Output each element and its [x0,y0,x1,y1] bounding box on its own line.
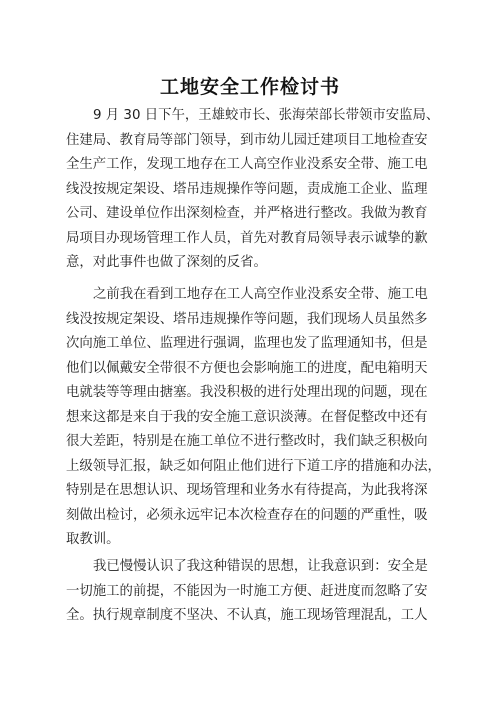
paragraph-line: 他们以佩戴安全带很不方便也会影响施工的进度，配电箱明天 [66,360,428,376]
paragraph-line: 全生产工作，发现工地存在工人高空作业没系安全带、施工电 [66,157,428,172]
paragraph-line: 上级领导汇报，缺乏如何阻止他们进行下道工序的措施和办法， [66,458,441,474]
paragraph-line: 之前我在看到工地存在工人高空作业没系安全带、施工电 [93,287,428,302]
paragraph-line: 次向施工单位、监理进行强调，监理也发了监理通知书，但是 [66,336,428,351]
paragraph-line: 我已慢慢认识了我这种错误的思想，让我意识到：安全是 [93,559,428,574]
document-title: 工地安全工作检讨书 [159,76,340,98]
paragraph-line: 局项目办现场管理工作人员，首先对教育局领导表示诚挚的歉 [66,230,428,246]
paragraph-line: 9 月 30 日下午，王雄蛟市长、张海荣部长带领市安监局、 [93,108,440,123]
paragraph-line: 全。执行规章制度不坚决、不认真，施工现场管理混乱，工人 [66,608,428,623]
paragraph-line: 线没按规定架设、塔吊违规操作等问题，责成施工企业、监理 [66,181,428,197]
paragraph-line: 特别是在思想认识、现场管理和业务水有待提高，为此我将深 [66,483,428,498]
paragraph-line: 电就装等等理由搪塞。我没积极的进行处理出现的问题，现在 [66,385,428,400]
paragraph-line: 想来这都是来自于我的安全施工意识淡薄。在督促整改中还有 [66,409,428,425]
paragraph-line: 一切施工的前提，不能因为一时施工方便、赶进度而忽略了安 [66,583,428,599]
paragraph-line: 刻做出检讨，必须永远牢记本次检查存在的问题的严重性，吸 [66,507,428,523]
paragraph-incident [66,104,446,276]
paragraph-line: 意，对此事件也做了深刻的反省。 [66,255,267,270]
paragraph-line: 公司、建设单位作出深刻检查，并严格进行整改。我做为教育 [66,206,428,221]
paragraph-line: 取教训。 [66,532,120,547]
paragraph-line: 很大差距，特别是在施工单位不进行整改时，我们缺乏积极向 [66,434,428,449]
paragraph-line: 线没按规定架设、塔吊违规操作等问题，我们现场人员虽然多 [66,311,428,327]
paragraph-reflection [66,283,446,553]
paragraph-realization [66,555,446,629]
paragraph-line: 住建局、教育局等部门领导，到市幼儿园迁建项目工地检查安 [66,132,428,148]
